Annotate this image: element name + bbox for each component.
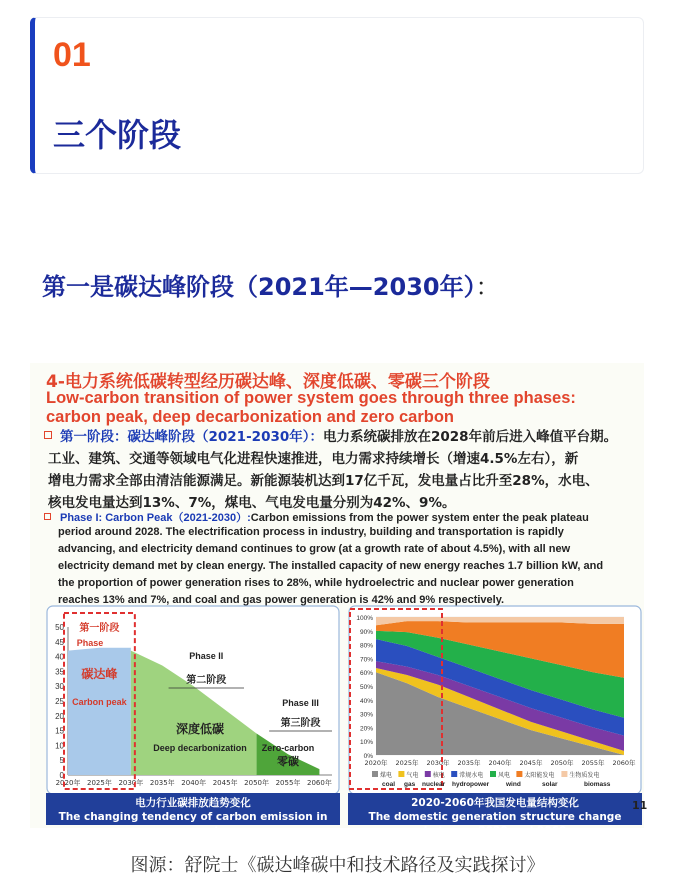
phase1-cn-label: 第一阶段 xyxy=(79,623,120,634)
legend-label: 气电 xyxy=(406,772,419,779)
en-line-5: the proportion of power generation rises to 28%, while hydroelectric and nuclear power generation xyxy=(58,577,574,589)
legend-label: 生物质发电 xyxy=(569,772,600,779)
subheading-text: 第一是碳达峰阶段（2021年—2030年） xyxy=(42,273,476,301)
phase3-name-cn: 零碳 xyxy=(277,755,299,768)
y-tick-label: 10% xyxy=(359,739,373,747)
en-line-4: electricity demand met by clean energy. The installed capacity of new energy reaches 1.7 billion kW, and xyxy=(58,560,604,572)
y-tick-label: 0 xyxy=(59,771,64,780)
y-tick-label: 35 xyxy=(55,667,64,677)
x-tick-label: 2040年 xyxy=(488,759,512,767)
page-number: 11 xyxy=(632,799,648,812)
legend-swatch xyxy=(425,771,431,777)
y-tick-label: 0% xyxy=(363,753,373,760)
phase3-cn-label: 第三阶段 xyxy=(280,718,321,729)
subheading xyxy=(42,267,500,302)
y-tick-label: 90% xyxy=(359,628,373,636)
slide-image xyxy=(30,363,648,837)
x-tick-label: 2030年 xyxy=(118,779,144,787)
y-tick-label: 20 xyxy=(55,711,64,721)
emission-trend-chart xyxy=(46,605,340,795)
y-tick-label: 50 xyxy=(55,623,64,632)
section-number: 01 xyxy=(53,36,91,74)
x-tick-label: 2020年 xyxy=(364,759,388,767)
legend-en-label: wind xyxy=(506,781,521,788)
en-line-6: reaches 13% and 7%, and coal and gas power generation is 42% and 9% respectively. xyxy=(58,594,505,606)
bullet-icon xyxy=(44,513,51,520)
en-line-2: period around 2028. The electrification process in industry, building and transportation is rapidly xyxy=(58,526,564,538)
phase2-name-cn: 深度低碳 xyxy=(175,722,225,736)
y-tick-label: 15 xyxy=(55,726,64,736)
en-lead: Phase I: Carbon Peak（2021-2030）: xyxy=(60,512,251,524)
x-tick-label: 2025年 xyxy=(87,779,112,787)
y-tick-label: 10 xyxy=(55,741,64,751)
legend-label: 太阳能发电 xyxy=(524,772,555,779)
legend-en-label: gas xyxy=(404,781,416,788)
x-tick-label: 2060年 xyxy=(612,759,636,767)
section-title: 三个阶段 xyxy=(53,116,182,154)
y-tick-label: 100% xyxy=(356,615,373,622)
cn-line-1: 电力系统碳排放在2028年前后进入峰值平台期。 xyxy=(323,429,618,445)
cn-lead: 第一阶段：碳达峰阶段（2021-2030年）： xyxy=(60,429,323,445)
legend-en-label: biomass xyxy=(584,781,611,788)
generation-structure-chart xyxy=(348,605,642,795)
y-tick-label: 50% xyxy=(359,684,373,691)
legend-label: 煤电 xyxy=(380,772,393,779)
y-tick-label: 5 xyxy=(59,756,64,766)
left-chart-caption xyxy=(46,793,340,837)
cn-line-3: 增电力需求全部由清洁能源满足。新能源装机达到17亿千瓦，发电量占比升至28%，水电、 xyxy=(48,473,599,489)
x-tick-label: 2035年 xyxy=(149,779,175,787)
x-tick-label: 2030年 xyxy=(426,759,450,767)
legend-swatch xyxy=(561,771,567,777)
x-tick-label: 2020年 xyxy=(55,779,81,787)
x-tick-label: 2055年 xyxy=(581,759,605,767)
y-tick-label: 30 xyxy=(55,682,64,692)
phase1-en-label: Phase xyxy=(76,638,104,648)
phase1-name-en: Carbon peak xyxy=(72,697,127,707)
slide-title-en-2: carbon peak, deep decarbonization and zero carbon xyxy=(46,408,455,426)
legend-swatch xyxy=(398,771,404,777)
legend-en-label: coal xyxy=(382,781,396,788)
right-chart-caption xyxy=(348,793,642,837)
legend-label: 核电 xyxy=(432,772,445,779)
x-tick-label: 2040年 xyxy=(181,779,207,787)
y-tick-label: 60% xyxy=(359,670,373,678)
cn-line-4: 核电发电量达到13%、7%，煤电、气电发电量分别为42%、9%。 xyxy=(48,495,456,511)
y-tick-label: 25 xyxy=(55,697,64,706)
section-card xyxy=(30,17,644,174)
legend-swatch xyxy=(372,771,378,777)
phase1-name-cn: 碳达峰 xyxy=(81,667,118,681)
legend-swatch xyxy=(516,771,522,777)
en-line-1: Carbon emissions from the power system enter the peak plateau xyxy=(250,512,589,524)
slide-title-en-1: Low-carbon transition of power system goes through three phases: xyxy=(46,389,576,407)
x-tick-label: 2025年 xyxy=(395,759,419,767)
y-tick-label: 40% xyxy=(359,697,373,705)
image-caption: 图源：舒院士《碳达峰碳中和技术路径及实践探讨》 xyxy=(130,855,545,876)
legend-label: 风电 xyxy=(498,772,511,779)
x-tick-label: 2055年 xyxy=(275,779,301,787)
bullet-icon xyxy=(44,431,52,439)
right-caption-en: The domestic generation structure change between 2020 and 2060 xyxy=(368,811,622,837)
slide-title: 4-电力系统低碳转型经历碳达峰、深度低碳、零碳三个阶段 xyxy=(46,372,490,392)
y-tick-label: 45 xyxy=(55,637,64,647)
legend-en-label: solar xyxy=(542,781,558,788)
legend-label: 常规水电 xyxy=(459,772,484,779)
y-tick-label: 80% xyxy=(359,642,373,650)
phase2-cn-label: 第二阶段 xyxy=(186,675,227,686)
x-tick-label: 2050年 xyxy=(550,759,574,767)
x-tick-label: 2045年 xyxy=(212,779,238,787)
phase2-en-label: Phase II xyxy=(189,651,224,661)
phase3-en-label: Phase III xyxy=(282,698,319,708)
cn-line-2: 工业、建筑、交通等领域电气化进程快速推进，电力需求持续增长（增速4.5%左右），新 xyxy=(48,451,579,467)
y-tick-label: 70% xyxy=(359,656,373,664)
phase3-name-en: Zero-carbon xyxy=(261,743,315,753)
left-caption-cn: 电力行业碳排放趋势变化 xyxy=(135,797,251,809)
x-tick-label: 2035年 xyxy=(457,759,481,767)
legend-swatch xyxy=(451,771,457,777)
subheading-colon: ： xyxy=(475,273,500,301)
y-tick-label: 40 xyxy=(55,652,64,662)
x-tick-label: 2045年 xyxy=(519,759,543,767)
y-tick-label: 20% xyxy=(359,725,373,733)
phase2-name-en: Deep decarbonization xyxy=(153,743,247,753)
right-caption-cn: 2020-2060年我国发电量结构变化 xyxy=(411,797,579,809)
legend-en-label: nuclear xyxy=(422,781,446,788)
en-line-3: advancing, and electricity demand continues to grow (at a growth rate of about 4.5%), with all new xyxy=(58,543,571,555)
legend-en-label: hydropower xyxy=(452,781,490,788)
legend-swatch xyxy=(490,771,496,777)
x-tick-label: 2050年 xyxy=(244,779,269,787)
x-tick-label: 2060年 xyxy=(307,779,332,787)
y-tick-label: 30% xyxy=(359,711,373,719)
left-caption-en: The changing tendency of carbon emission in power sector xyxy=(58,811,328,837)
